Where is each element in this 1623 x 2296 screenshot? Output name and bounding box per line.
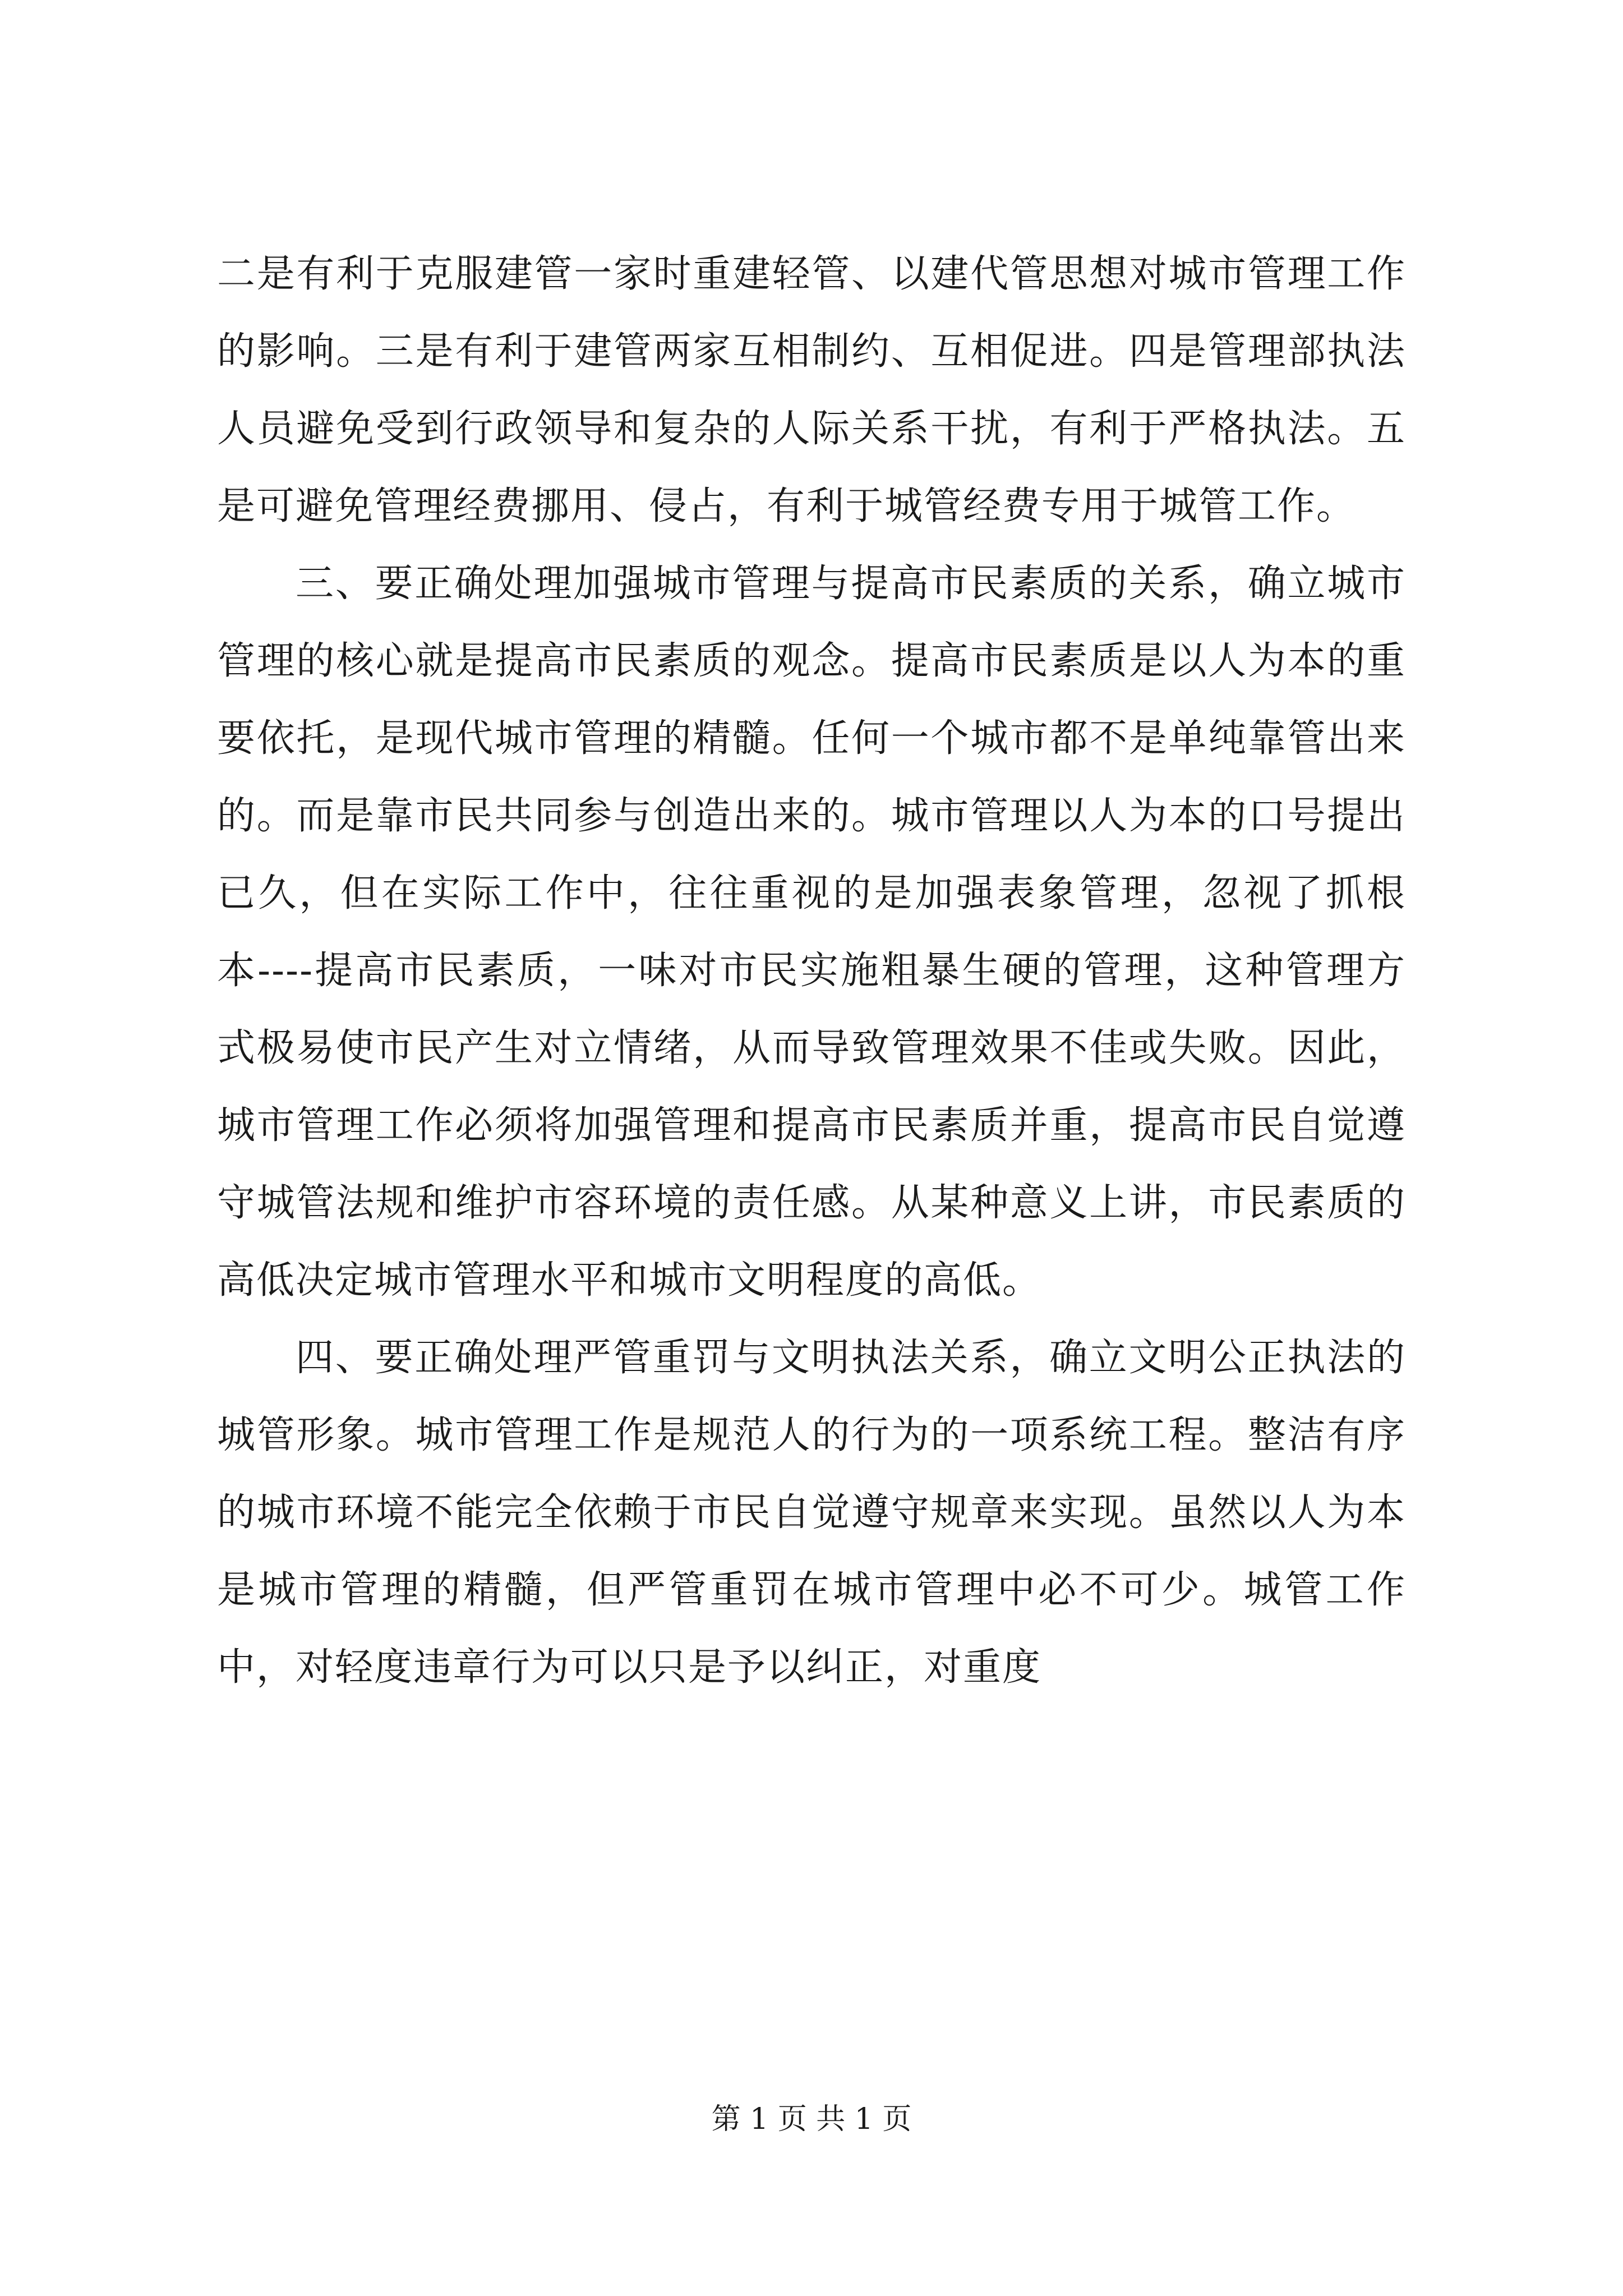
paragraph-section-three: 三、要正确处理加强城市管理与提高市民素质的关系，确立城市管理的核心就是提高市民素质的观念。提高市民素质是以人为本的重要依托，是现代城市管理的精髓。任何一个城市都不是单纯靠管出来的。而是靠市民共同参与创造出来的。城市管理以人为本的口号提出已久，但在实际工作中，往往重视的是加强表象管理，忽视了抓根本----提高市民素质，一味对市民实施粗暴生硬的管理，这种管理方式极易使市民产生对立情绪，从而导致管理效果不佳或失败。因此，城市管理工作必须将加强管理和提高市民素质并重，提高市民自觉遵守城管法规和维护市容环境的责任感。从某种意义上讲，市民素质的高低决定城市管理水平和城市文明程度的高低。	[217, 562, 1406, 1303]
document-body	[217, 236, 1406, 1706]
page-footer: 第 1 页 共 1 页	[711, 2102, 912, 2136]
paragraph-section-four: 四、要正确处理严管重罚与文明执法关系，确立文明公正执法的城管形象。城市管理工作是规范人的行为的一项系统工程。整洁有序的城市环境不能完全依赖于市民自觉遵守规章来实现。虽然以人为本是城市管理的精髓，但严管重罚在城市管理中必不可少。城管工作中，对轻度违章行为可以只是予以纠正，对重度	[217, 1336, 1406, 1690]
paragraph-continued: 二是有利于克服建管一家时重建轻管、以建代管思想对城市管理工作的影响。三是有利于建管两家互相制约、互相促进。四是管理部执法人员避免受到行政领导和复杂的人际关系干扰，有利于严格执法。五是可避免管理经费挪用、侵占，有利于城管经费专用于城管工作。	[217, 252, 1406, 528]
